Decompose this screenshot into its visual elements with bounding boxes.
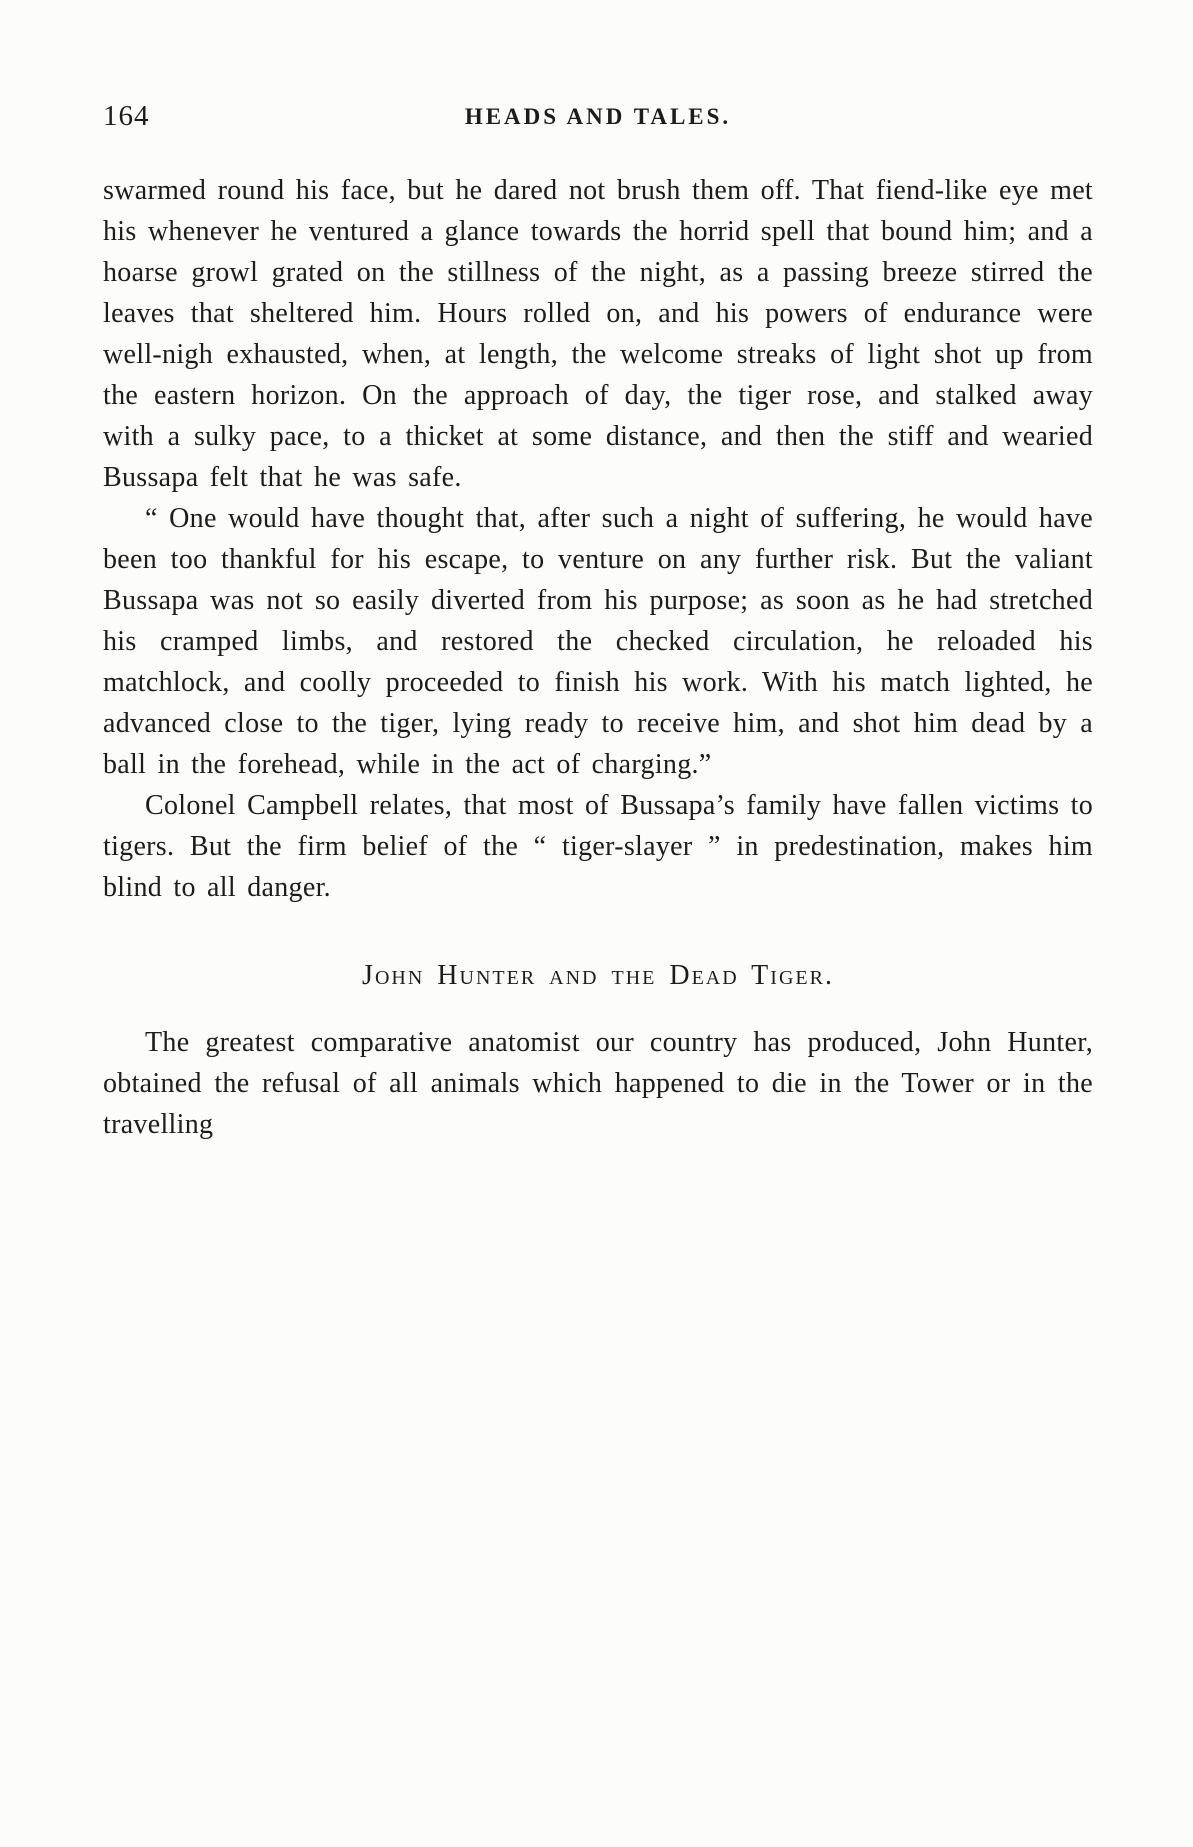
paragraph: Colonel Campbell relates, that most of Bussapa’s family have fallen victims to tigers. But the firm belief of the “ tiger-slayer ” in predestination, makes him blind to all danger. [103, 790, 1093, 903]
paragraph-continuation: swarmed round his face, but he dared not brush them off. That fiend-like eye met his whenever he ventured a glance towards the horrid spell that bound him; and a hoarse growl grated on the stillness of the night, as a passing breeze stirred the leaves that sheltered him. Hours rolled on, and his powers of endurance were well-nigh exhausted, when, at length, the welcome streaks of light shot up from the eastern horizon. On the approach of day, the tiger rose, and stalked away with a sulky pace, to a thicket at some distance, and then the stiff and wearied Bussapa felt that he was safe. [103, 175, 1093, 493]
section-heading: John Hunter and the Dead Tiger. [362, 960, 834, 991]
page-header [103, 100, 1093, 134]
page-number: 164 [103, 100, 150, 132]
running-header: HEADS AND TALES. [464, 104, 732, 129]
paragraph: “ One would have thought that, after such a night of suffering, he would have been too thankful for his escape, to venture on any further risk. But the valiant Bussapa was not so easily diverted from his purpose; as soon as he had stretched his cramped limbs, and restored the checked circulation, he reloaded his matchlock, and coolly proceeded to finish his work. With his match lighted, he advanced close to the tiger, lying ready to receive him, and shot him dead by a ball in the forehead, while in the act of charging.” [103, 503, 1093, 780]
paragraph: The greatest comparative anatomist our country has produced, John Hunter, obtained the refusal of all animals which happened to die in the Tower or in the travelling [103, 1027, 1093, 1140]
